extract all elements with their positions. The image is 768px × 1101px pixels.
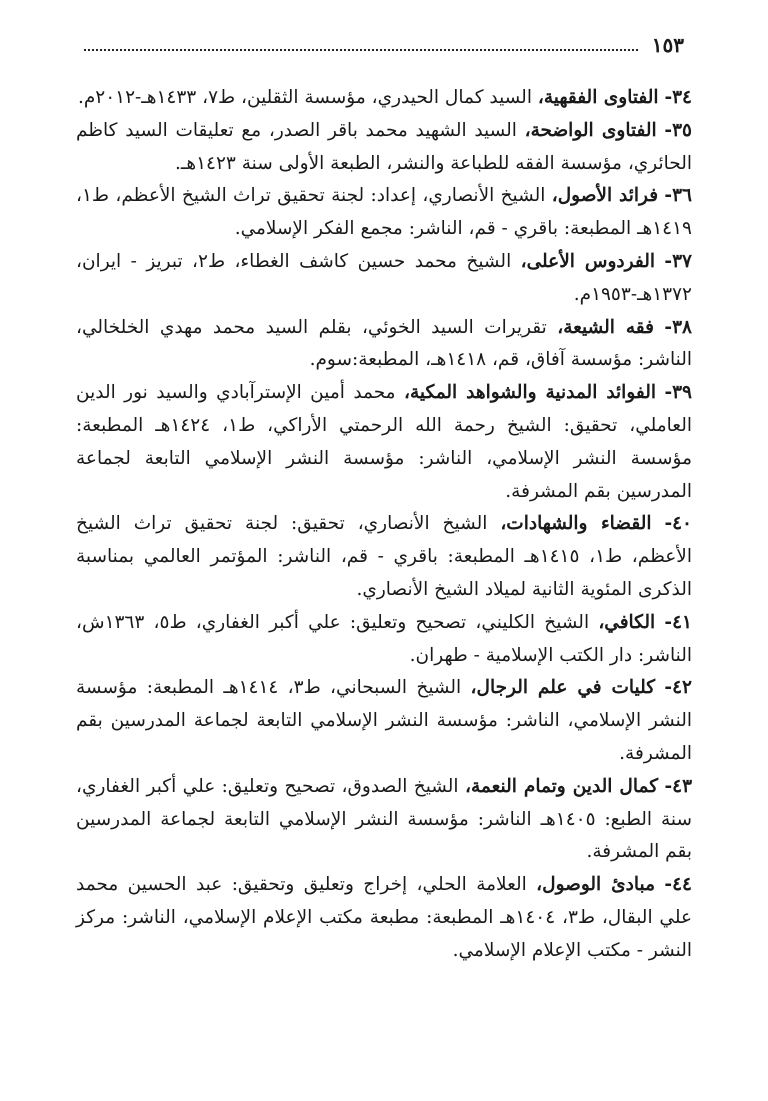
entry-number: ٤٠- <box>664 513 692 535</box>
entry-number: ٤٣- <box>664 775 693 797</box>
entry-title: مبادئ الوصول، <box>536 874 655 896</box>
entry-number: ٣٩- <box>664 382 692 404</box>
entry-title: الكافي، <box>598 611 656 633</box>
bibliography-entry <box>76 508 692 606</box>
entry-title: فرائد الأصول، <box>551 185 659 207</box>
entry-title: الفردوس الأعلى، <box>520 250 655 272</box>
entry-details: العلامة الحلي، إخراج وتعليق وتحقيق: عبد الحسين محمد علي البقال، ط٣، ١٤٠٤هـ المطبعة: مطبعة مكتب الإعلام الإسلامي، الناشر: مركز النشر - مكتب الإعلام الإسلامي. <box>76 874 692 961</box>
bibliography-entry <box>76 672 692 770</box>
header-dotted-rule <box>84 49 638 51</box>
entry-details: الشيخ السبحاني، ط٣، ١٤١٤هـ المطبعة: مؤسسة النشر الإسلامي، الناشر: مؤسسة النشر الإسلامي التابعة لجماعة المدرسين بقم المشرفة. <box>76 677 692 764</box>
entry-title: الفتاوى الفقهية، <box>537 87 659 108</box>
entry-number: ٣٥- <box>664 119 692 141</box>
entry-details: محمد أمين الإسترآبادي والسيد نور الدين العاملي، تحقيق: الشيخ رحمة الله الرحمتي الأراكي، ط١، ١٤٢٤هـ المطبعة: مؤسسة النشر الإسلامي، الناشر: مؤسسة النشر الإسلامي التابعة لجماعة المدرسين بقم المشرفة. <box>76 382 692 502</box>
entry-details: السيد الشهيد محمد باقر الصدر، مع تعليقات السيد كاظم الحائري، مؤسسة الفقه للطباعة والنشر، الطبعة الأولى سنة ١٤٢٣هـ. <box>76 119 692 174</box>
entry-title: الفوائد المدنية والشواهد المكية، <box>404 382 657 404</box>
bibliography-entry <box>76 312 692 378</box>
entry-details: الشيخ الصدوق، تصحيح وتعليق: علي أكبر الغفاري، سنة الطبع: ١٤٠٥هـ الناشر: مؤسسة النشر الإسلامي التابعة لجماعة المدرسين بقم المشرفة. <box>76 775 692 863</box>
bibliography-entry <box>76 377 692 508</box>
bibliography-entry <box>76 771 692 869</box>
bibliography-entry <box>76 115 692 181</box>
entry-details: الشيخ الكليني، تصحيح وتعليق: علي أكبر الغفاري، ط٥، ١٣٦٣ش، الناشر: دار الكتب الإسلامية - طهران. <box>76 611 692 666</box>
entry-title: كليات في علم الرجال، <box>470 677 656 699</box>
entry-details: الشيخ الأنصاري، إعداد: لجنة تحقيق تراث الشيخ الأعظم، ط١، ١٤١٩هـ المطبعة: باقري - قم، الناشر: مجمع الفكر الإسلامي. <box>76 185 692 240</box>
bibliography-entry <box>76 607 692 673</box>
entry-details: الشيخ الأنصاري، تحقيق: لجنة تحقيق تراث الشيخ الأعظم، ط١، ١٤١٥هـ المطبعة: باقري - قم، الناشر: المؤتمر العالمي بمناسبة الذكرى المئوية الثانية لميلاد الشيخ الأنصاري. <box>76 513 692 600</box>
entry-number: ٤١- <box>664 611 692 633</box>
entry-number: ٤٢- <box>664 677 692 699</box>
entry-number: ٣٤- <box>664 87 692 108</box>
entry-title: القضاء والشهادات، <box>500 513 652 535</box>
entry-number: ٤٤- <box>664 874 692 896</box>
bibliography-list <box>76 82 692 968</box>
entry-number: ٣٨- <box>664 316 692 338</box>
bibliography-entry <box>76 82 692 115</box>
entry-number: ٣٧- <box>664 250 692 272</box>
page-header <box>84 30 684 60</box>
page-number: ١٥٣ <box>651 33 684 57</box>
bibliography-entry <box>76 180 692 246</box>
bibliography-entry <box>76 869 692 967</box>
entry-details: الشيخ محمد حسين كاشف الغطاء، ط٢، تبريز - ايران، ١٣٧٢هـ-١٩٥٣م. <box>76 250 692 305</box>
entry-number: ٣٦- <box>664 185 692 207</box>
entry-title: كمال الدين وتمام النعمة، <box>465 775 659 797</box>
entry-details: تقريرات السيد الخوئي، بقلم السيد محمد مهدي الخلخالي، الناشر: مؤسسة آفاق، قم، ١٤١٨هـ، المطبعة:سوم. <box>76 316 692 371</box>
entry-title: فقه الشيعة، <box>557 316 654 338</box>
bibliography-entry <box>76 246 692 312</box>
entry-title: الفتاوى الواضحة، <box>524 119 657 141</box>
entry-details: السيد كمال الحيدري، مؤسسة الثقلين، ط٧، ١٤٣٣هـ-٢٠١٢م. <box>77 87 538 108</box>
